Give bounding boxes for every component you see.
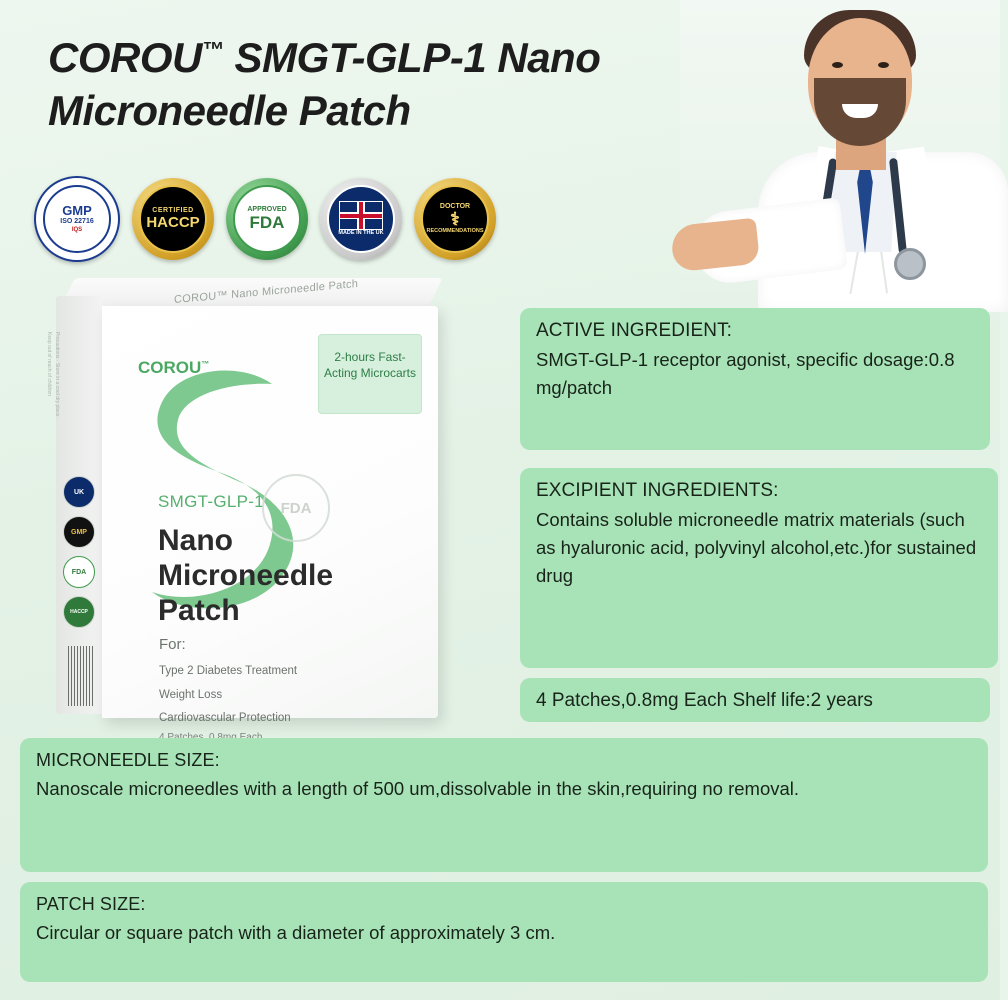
box-side-text: Precautions · Store in a cool dry place · Keep out of reach of children xyxy=(46,332,60,420)
packaging-card xyxy=(520,678,990,722)
box-product-name-line3: Patch xyxy=(158,593,240,627)
caduceus-icon: ⚕ xyxy=(450,209,460,230)
patch-size-heading: PATCH SIZE: xyxy=(36,894,146,914)
box-product-name xyxy=(158,524,333,628)
made-in-uk-badge xyxy=(320,178,402,260)
fast-acting-callout: 2-hours Fast-Acting Microcarts xyxy=(318,334,422,414)
doctor-photo xyxy=(680,0,1000,310)
box-uses-list xyxy=(159,660,297,731)
product-box xyxy=(46,277,456,726)
box-product-name-line2: Microneedle xyxy=(158,558,334,592)
active-ingredient-card xyxy=(520,308,990,450)
active-ingredient-body: SMGT-GLP-1 receptor agonist, specific dosage:0.8 mg/patch xyxy=(536,349,955,398)
packaging-body: 4 Patches,0.8mg Each Shelf life:2 years xyxy=(536,690,873,711)
microneedle-size-body: Nanoscale microneedles with a length of 500 um,dissolvable in the skin,requiring no removal. xyxy=(36,778,800,799)
gmp-badge-line2: ISO 22716 xyxy=(60,218,94,225)
fda-stamp-icon: FDA xyxy=(262,474,330,542)
gmp-iso-badge xyxy=(34,176,120,262)
haccp-badge-line2: HACCP xyxy=(146,213,200,231)
uk-flag-icon xyxy=(339,201,383,230)
uk-badge-label: MADE IN THE UK xyxy=(338,230,384,237)
side-badge-gmp: GMP xyxy=(63,516,95,548)
doctor-badge-line1: DOCTOR xyxy=(439,203,471,210)
excipient-heading: EXCIPIENT INGREDIENTS: xyxy=(536,480,779,501)
stethoscope-icon xyxy=(894,248,926,280)
box-side-badges xyxy=(63,476,95,628)
side-badge-uk: UK xyxy=(63,476,95,508)
box-use-item: Cardiovascular Protection xyxy=(159,712,291,725)
side-badge-fda: FDA xyxy=(63,556,95,588)
title-rest: SMGT-GLP-1 Nano Microneedle Patch xyxy=(48,34,601,134)
box-front-panel xyxy=(102,306,438,725)
box-top-label: COROU™ Nano Microneedle Patch xyxy=(174,277,359,307)
box-brand-tm: ™ xyxy=(201,359,210,369)
box-brand-text: COROU xyxy=(138,358,202,377)
side-badge-haccp: HACCP xyxy=(63,596,95,628)
certification-badges xyxy=(34,176,496,262)
box-brand-mark xyxy=(138,358,209,378)
gmp-badge-line1: GMP xyxy=(62,203,92,219)
trademark-symbol: ™ xyxy=(201,37,224,62)
haccp-badge-line1: CERTIFIED xyxy=(152,207,194,215)
box-for-label: For: xyxy=(159,636,186,653)
box-sku: SMGT-GLP-1 xyxy=(158,492,264,511)
title-brand: COROU xyxy=(48,34,202,81)
fda-badge-line2: FDA xyxy=(249,212,285,232)
excipient-ingredients-card xyxy=(520,468,998,668)
box-use-item: Weight Loss xyxy=(159,688,223,701)
fda-badge xyxy=(226,178,308,260)
doctor-badge-line3: RECOMMENDATIONS xyxy=(426,228,484,235)
box-side-panel xyxy=(46,296,102,714)
fda-badge-line1: APPROVED xyxy=(247,206,287,214)
box-product-name-line1: Nano xyxy=(158,524,233,557)
barcode-icon xyxy=(68,646,94,706)
microneedle-size-card xyxy=(20,738,988,872)
excipient-body: Contains soluble microneedle matrix materials (such as hyaluronic acid, polyvinyl alcohol,etc.)for sustained drug xyxy=(536,509,977,586)
haccp-badge xyxy=(132,178,214,260)
patch-size-body: Circular or square patch with a diameter of approximately 3 cm. xyxy=(36,922,556,943)
gmp-badge-line3: IQS xyxy=(71,227,83,234)
page-title xyxy=(48,32,748,137)
patch-size-card xyxy=(20,882,988,982)
microneedle-size-heading: MICRONEEDLE SIZE: xyxy=(36,750,220,770)
box-use-item: Type 2 Diabetes Treatment xyxy=(159,665,298,677)
doctor-recommended-badge xyxy=(414,178,496,260)
active-ingredient-heading: ACTIVE INGREDIENT: xyxy=(536,320,733,341)
